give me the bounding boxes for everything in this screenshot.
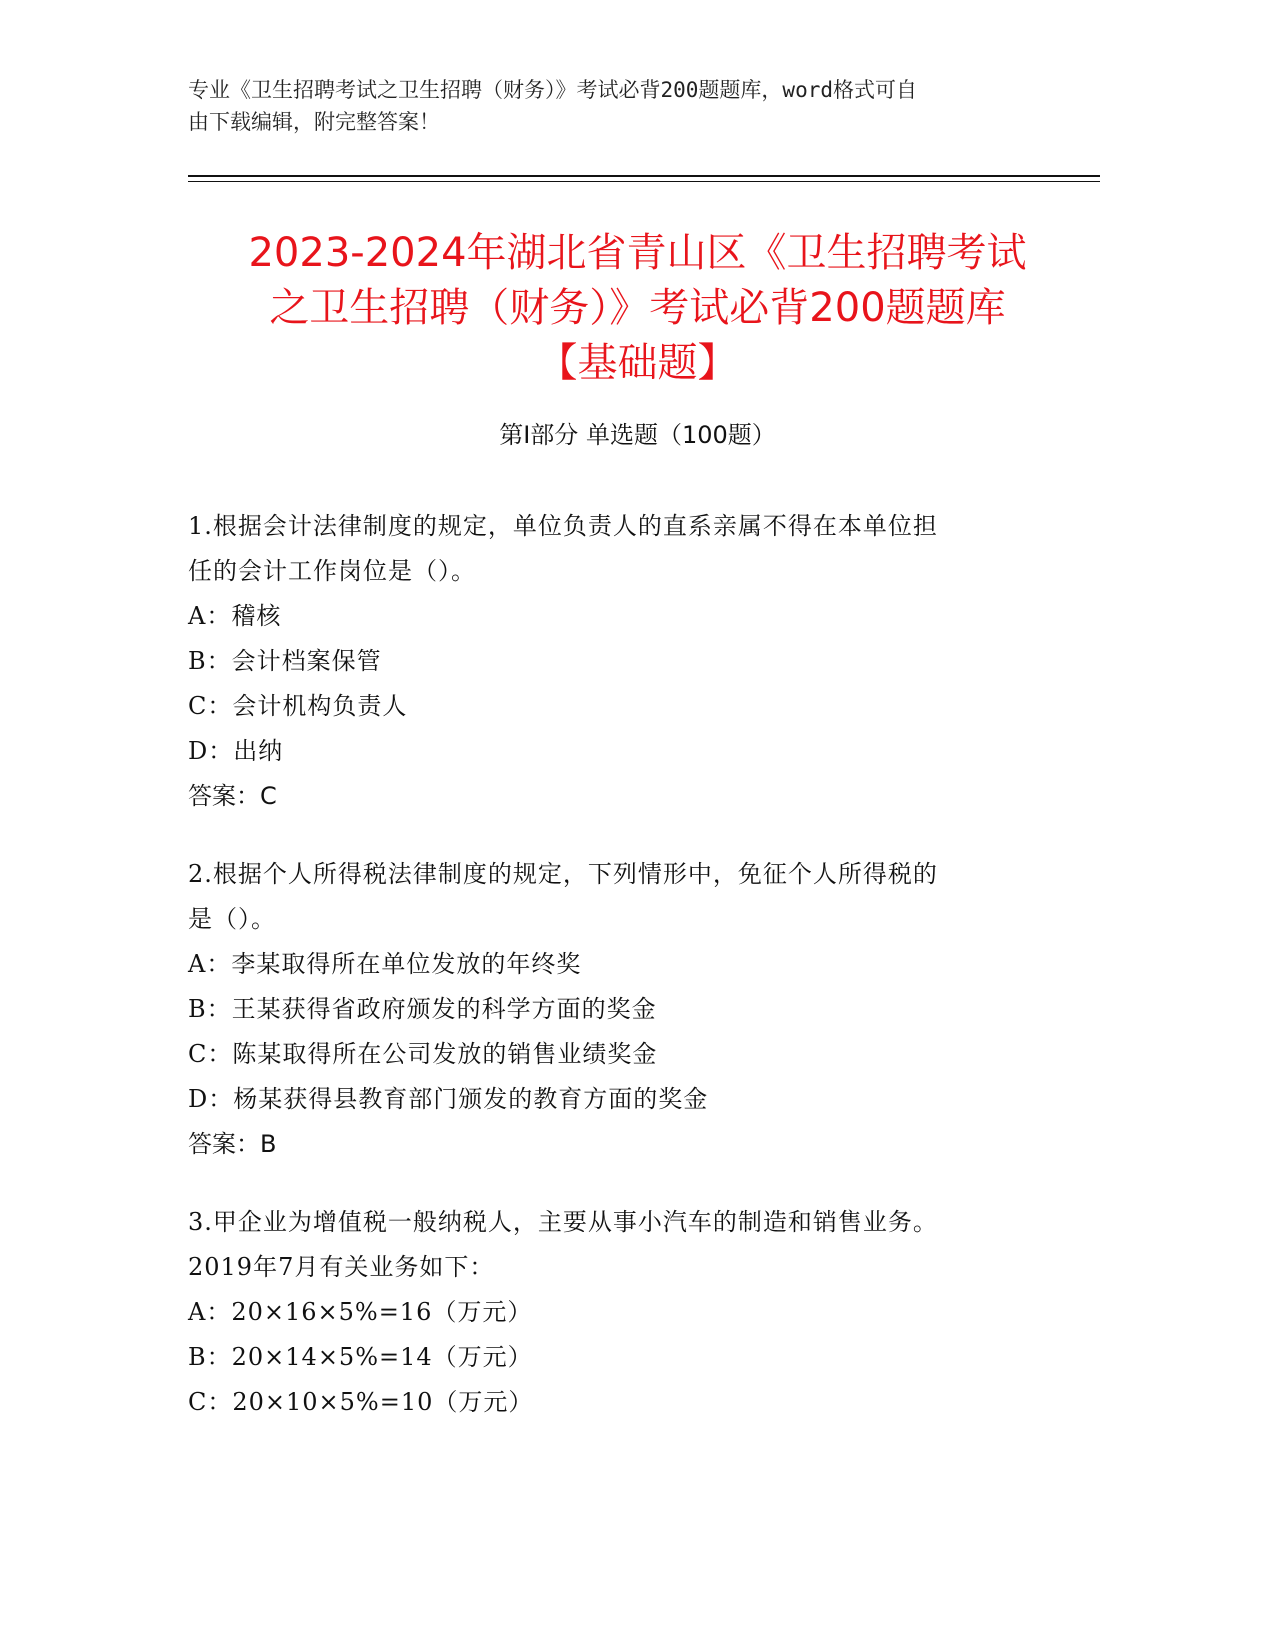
option-b: B：20×14×5%=14（万元） xyxy=(188,1343,533,1371)
question-block xyxy=(188,852,1068,1167)
option-a: A：20×16×5%=16（万元） xyxy=(188,1298,533,1326)
section-heading: 第I部分 单选题（100题） xyxy=(499,421,776,449)
title-line: 之卫生招聘（财务）》考试必背200题题库 xyxy=(269,285,1006,331)
option-d: D：出纳 xyxy=(188,737,284,765)
option-a: A：李某取得所在单位发放的年终奖 xyxy=(188,950,582,978)
question-block xyxy=(188,504,1068,819)
option-a: A：稽核 xyxy=(188,602,282,630)
intro-line: 由下载编辑，附完整答案！ xyxy=(188,110,440,134)
header-divider-thin xyxy=(188,181,1100,182)
option-b: B：会计档案保管 xyxy=(188,647,382,675)
question-stem: 2.根据个人所得税法律制度的规定，下列情形中，免征个人所得税的 xyxy=(188,860,938,888)
title-line: 2023-2024年湖北省青山区《卫生招聘考试 xyxy=(248,230,1027,276)
intro-paragraph xyxy=(188,74,1088,138)
question-block xyxy=(188,1200,1068,1425)
intro-line: 专业《卫生招聘考试之卫生招聘（财务）》考试必背200题题库，word格式可自 xyxy=(188,78,917,102)
document-title xyxy=(150,226,1125,391)
question-stem: 是（）。 xyxy=(188,905,276,933)
header-divider-thick xyxy=(188,175,1100,177)
option-b: B：王某获得省政府颁发的科学方面的奖金 xyxy=(188,995,657,1023)
option-c: C：陈某取得所在公司发放的销售业绩奖金 xyxy=(188,1040,658,1068)
question-stem: 1.根据会计法律制度的规定，单位负责人的直系亲属不得在本单位担 xyxy=(188,512,938,540)
answer-line: 答案：C xyxy=(188,782,277,810)
answer-line: 答案：B xyxy=(188,1130,277,1158)
option-d: D：杨某获得县教育部门颁发的教育方面的奖金 xyxy=(188,1085,709,1113)
question-stem: 任的会计工作岗位是（）。 xyxy=(188,557,476,585)
question-stem: 2019年7月有关业务如下： xyxy=(188,1253,495,1281)
option-c: C：会计机构负责人 xyxy=(188,692,408,720)
title-line: 【基础题】 xyxy=(537,340,738,386)
option-c: C：20×10×5%=10（万元） xyxy=(188,1388,534,1416)
question-stem: 3.甲企业为增值税一般纳税人，主要从事小汽车的制造和销售业务。 xyxy=(188,1208,938,1236)
